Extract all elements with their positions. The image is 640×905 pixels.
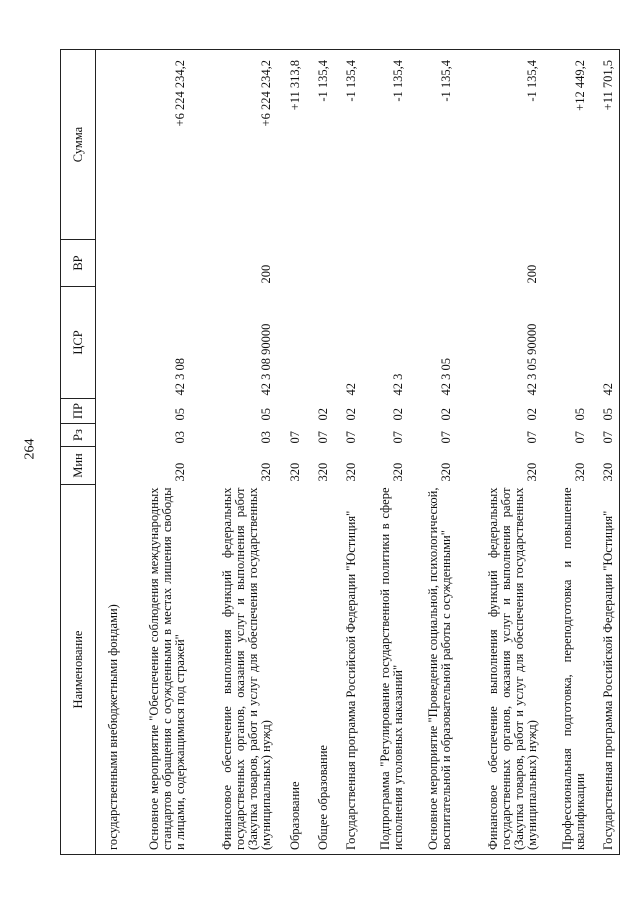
row-name: Основное мероприятие "Обеспечение соблюдения международных стандартов обращения с осужденными в местах лишения свободы и лицами, содержащимися под стражей" [124,485,191,855]
row-csr [277,287,305,399]
table-row [457,50,543,855]
table-row [543,50,591,855]
row-sum: +11 701,5 [591,50,620,240]
rotated-page [60,50,620,855]
row-csr [543,287,591,399]
row-min: 320 [259,462,274,482]
row-csr [96,287,125,399]
table-row [409,50,457,855]
row-sum: -1 135,4 [457,50,543,240]
row-csr: 42 3 05 [438,358,453,396]
row-min: 320 [287,462,302,482]
row-pr: 05 [173,408,188,421]
row-pr: 02 [525,408,540,421]
table-row [277,50,305,855]
row-vr [124,240,191,287]
row-min: 320 [591,447,620,485]
row-name: Образование [277,485,305,855]
row-min: 320 [173,462,188,482]
row-csr [306,287,334,399]
row-csr: 42 [343,383,358,396]
row-vr: 200 [259,264,274,284]
header-min: Мин [61,447,96,485]
header-sum: Сумма [61,50,96,240]
row-pr [277,399,305,424]
row-name: Основное мероприятие "Проведение социальной, психологической, воспитательной и образовательной работы с осужденными" [409,485,457,855]
row-rz: 07 [525,431,540,444]
row-rz: 07 [438,431,453,444]
header-pr: ПР [61,399,96,424]
table-row [362,50,410,855]
row-name: Государственная программа Российской Федерации "Юстиция" [591,485,620,855]
row-sum: -1 135,4 [362,50,410,240]
row-vr [362,240,410,287]
row-name: Финансовое обеспечение выполнения функций федеральных государственных органов, оказания услуг и выполнения работ (Закупка товаров, работ и услуг для обеспечения государственных (муниципальных) нужд) [191,485,277,855]
row-pr: 05 [572,408,587,421]
row-csr: 42 3 08 [173,358,188,396]
row-sum [96,50,125,240]
row-sum: -1 135,4 [409,50,457,240]
row-rz: 07 [591,424,620,447]
row-vr [306,240,334,287]
row-rz [96,424,125,447]
row-csr: 42 [591,287,620,399]
row-pr [96,399,125,424]
row-min: 320 [525,462,540,482]
row-pr: 05 [591,399,620,424]
row-vr [277,240,305,287]
table-header-row [61,50,96,855]
row-min: 320 [391,462,406,482]
row-rz: 07 [343,431,358,444]
row-min: 320 [315,462,330,482]
table-row [334,50,362,855]
table-row [306,50,334,855]
row-pr: 02 [343,408,358,421]
row-name: Общее образование [306,485,334,855]
row-pr: 02 [438,408,453,421]
row-pr: 02 [315,408,330,421]
row-vr: 200 [525,264,540,284]
row-vr [96,240,125,287]
row-min: 320 [438,462,453,482]
page-number: 264 [22,438,38,460]
row-sum: +6 224 234,2 [191,50,277,240]
row-rz: 07 [287,431,302,444]
header-name: Наименование [61,485,96,855]
header-rz: Рз [61,424,96,447]
row-rz: 07 [315,431,330,444]
row-sum: +6 224 234,2 [124,50,191,240]
row-csr: 42 3 08 90000 [259,323,274,396]
budget-table [60,49,620,855]
row-sum: +11 313,8 [277,50,305,240]
row-name: Государственная программа Российской Федерации "Юстиция" [334,485,362,855]
row-vr [591,240,620,287]
header-vr: ВР [61,240,96,287]
row-rz: 03 [173,431,188,444]
row-vr [409,240,457,287]
row-rz: 03 [259,431,274,444]
row-pr: 02 [391,408,406,421]
table-row [591,50,620,855]
row-name: Подпрограмма "Регулирование государственной политики в сфере исполнения уголовных наказаний" [362,485,410,855]
header-csr: ЦСР [61,287,96,399]
row-min [96,447,125,485]
table-row [191,50,277,855]
row-sum: -1 135,4 [306,50,334,240]
row-name: Профессиональная подготовка, переподготовка и повышение квалификации [543,485,591,855]
row-vr [543,240,591,287]
row-csr: 42 3 [391,373,406,396]
row-vr [334,240,362,287]
row-rz: 07 [572,431,587,444]
row-sum: +12 449,2 [543,50,591,240]
row-min: 320 [343,462,358,482]
row-sum: -1 135,4 [334,50,362,240]
row-pr: 05 [259,408,274,421]
table-row [96,50,125,855]
row-min: 320 [572,462,587,482]
row-csr: 42 3 05 90000 [525,323,540,396]
row-name: государственными внебюджетными фондами) [96,485,125,855]
row-name: Финансовое обеспечение выполнения функций федеральных государственных органов, оказания услуг и выполнения работ (Закупка товаров, работ и услуг для обеспечения государственных (муниципальных) нужд) [457,485,543,855]
row-rz: 07 [391,431,406,444]
table-row [124,50,191,855]
